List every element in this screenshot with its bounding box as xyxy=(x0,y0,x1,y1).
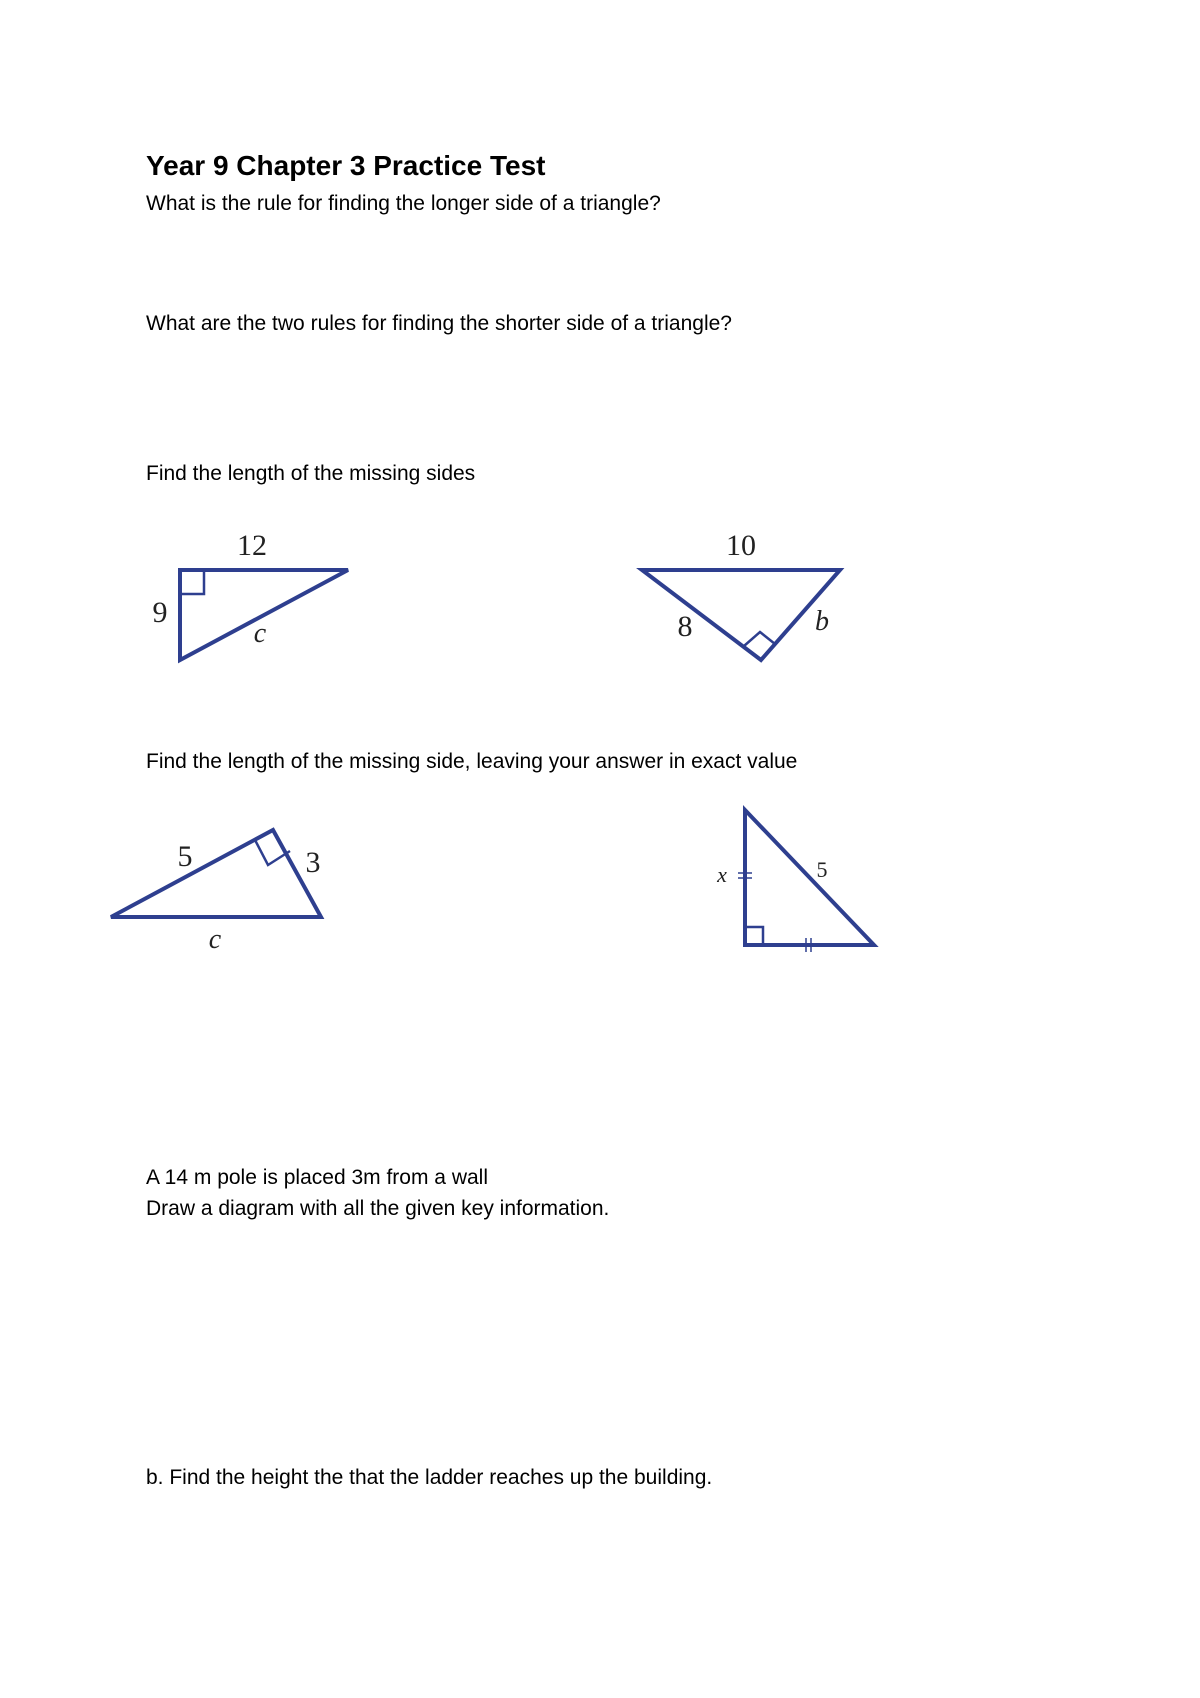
right-angle-marker xyxy=(180,570,204,594)
fig1-top-label: 12 xyxy=(237,529,267,562)
triangle-figure-4 xyxy=(700,800,890,960)
triangle-4-shape xyxy=(745,810,874,945)
fig3-right-label: 3 xyxy=(305,846,321,879)
question-ladder-height: b. Find the height the that the ladder reaches up the building. xyxy=(146,1466,713,1489)
fig2-left-label: 8 xyxy=(677,610,693,643)
question-longer-side-rule: What is the rule for finding the longer side of a triangle? xyxy=(146,192,661,215)
triangle-figure-3 xyxy=(105,820,345,960)
fig3-bottom-label: c xyxy=(208,924,222,955)
fig1-left-label: 9 xyxy=(152,596,168,629)
triangle-2-shape xyxy=(642,570,840,660)
right-angle-marker xyxy=(744,632,775,646)
question-pole-wall: A 14 m pole is placed 3m from a wall xyxy=(146,1166,488,1189)
triangle-figure-2 xyxy=(630,520,870,670)
question-exact-value: Find the length of the missing side, leaving your answer in exact value xyxy=(146,750,798,773)
triangle-figure-1 xyxy=(140,520,360,670)
fig2-top-label: 10 xyxy=(726,529,756,562)
question-missing-sides: Find the length of the missing sides xyxy=(146,462,476,485)
page-title: Year 9 Chapter 3 Practice Test xyxy=(146,150,546,181)
fig4-left-label: x xyxy=(717,862,727,887)
fig2-right-label: b xyxy=(815,606,829,637)
fig4-hyp-label: 5 xyxy=(816,857,828,882)
question-shorter-side-rules: What are the two rules for finding the shorter side of a triangle? xyxy=(146,312,732,335)
fig3-left-label: 5 xyxy=(177,840,193,873)
triangle-3-shape xyxy=(111,830,321,917)
right-angle-marker xyxy=(745,927,763,945)
fig1-hyp-label: c xyxy=(253,618,267,649)
question-draw-diagram: Draw a diagram with all the given key information. xyxy=(146,1197,610,1220)
